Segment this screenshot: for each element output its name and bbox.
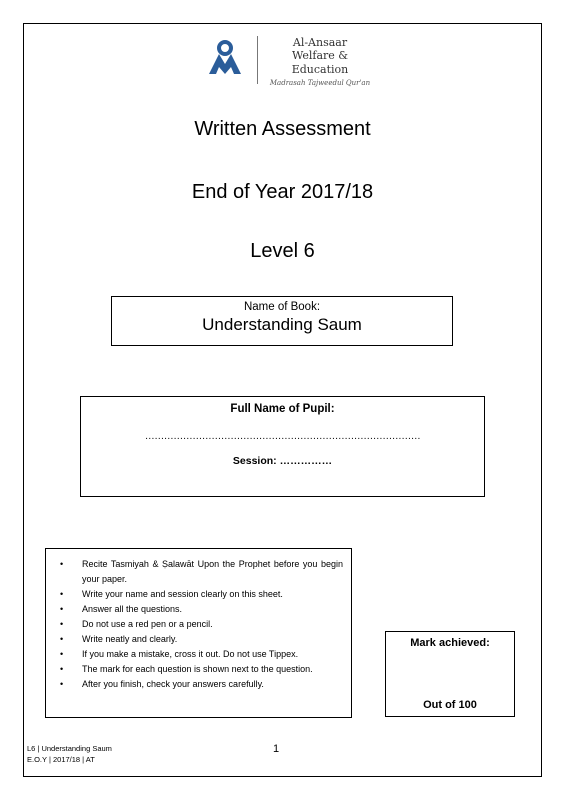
instruction-item: • Write your name and session clearly on this sheet. (56, 587, 343, 602)
book-name: Understanding Saum (202, 315, 362, 334)
instruction-item: • Recite Tasmiyah & Ṣalawāt Upon the Prophet before you begin your paper. (56, 557, 343, 587)
instruction-item: • After you finish, check your answers carefully. (56, 677, 343, 692)
pupil-name-field[interactable]: …………………………………………………………………………… (144, 431, 421, 442)
book-box (111, 296, 453, 346)
pupil-name-label: Full Name of Pupil: (230, 403, 335, 415)
instruction-item: • Write neatly and clearly. (56, 632, 343, 647)
exam-period: End of Year 2017/18 (191, 181, 374, 203)
al-ansaar-logo-icon (205, 40, 245, 76)
org-subtitle: Welfare & Education (291, 49, 349, 76)
logo-divider (257, 36, 258, 84)
instructions-list (56, 557, 343, 692)
mark-total: Out of 100 (423, 699, 477, 711)
instructions-box (45, 548, 352, 718)
org-tagline: Madrasah Tajweedul Qur'an (269, 79, 371, 87)
instruction-item: • If you make a mistake, cross it out. Do not use Tippex. (56, 647, 343, 662)
footer-info (27, 743, 112, 765)
level-label: Level 6 (250, 240, 315, 262)
instruction-item: • The mark for each question is shown next to the question. (56, 662, 343, 677)
session-field[interactable]: Session: …………… (232, 455, 333, 467)
mark-box (385, 631, 515, 717)
footer-line-exam: E.O.Y | 2017/18 | AT (27, 755, 95, 764)
page-number: 1 (273, 743, 280, 755)
instruction-item: • Answer all the questions. (56, 602, 343, 617)
organization-logo (205, 36, 375, 86)
pupil-details-box (80, 396, 485, 497)
mark-achieved-label: Mark achieved: (410, 637, 490, 649)
instruction-item: • Do not use a red pen or a pencil. (56, 617, 343, 632)
footer-line-book: L6 | Understanding Saum (27, 744, 112, 753)
org-name: Al-Ansaar (292, 36, 348, 49)
book-label: Name of Book: (243, 301, 321, 313)
logo-text (265, 36, 375, 89)
document-title: Written Assessment (194, 118, 371, 140)
